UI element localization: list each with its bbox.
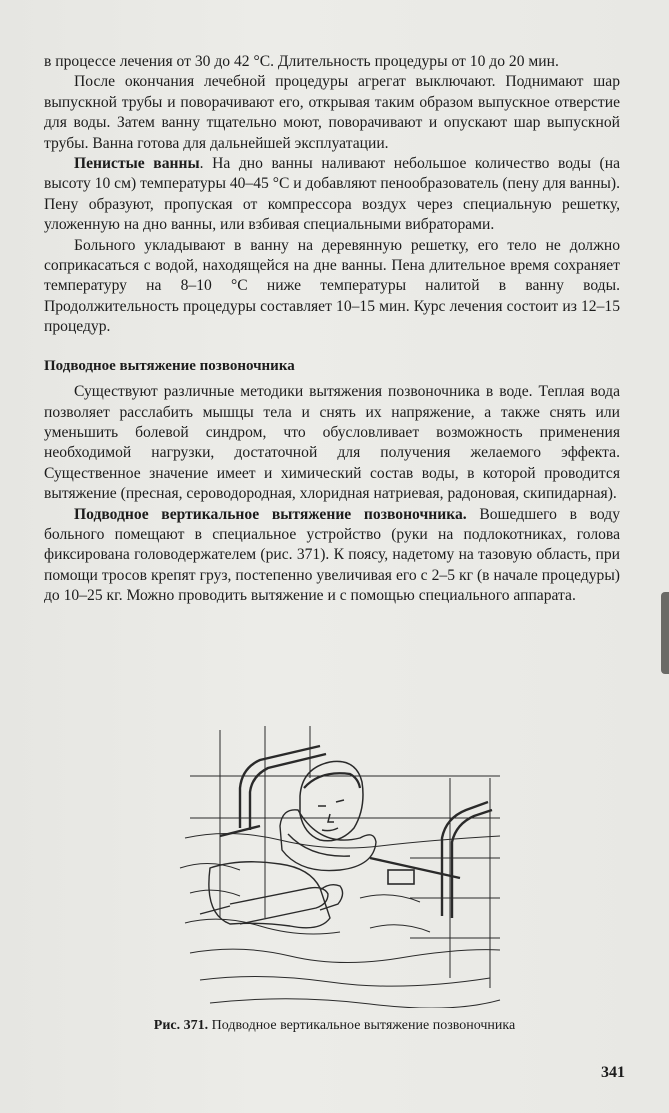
figure-caption (0, 1018, 669, 1034)
runin-vertical-traction: Подводное вертикальное вытяжение позвоночника. (74, 505, 467, 523)
patient-head (300, 761, 363, 840)
body-text (44, 52, 620, 607)
paragraph-6-text: Вошедшего в воду больного помещают в специальное устройство (руки на подлокотниках, голова фиксирована головодержателем (рис. 371). К поясу, надетому на тазовую область, при помощи тросов крепят груз, постепенно увеличивая его с 2–5 кг (в начале процедуры) до 10–25 кг. Можно проводить вытяжение и с помощью специального аппарата. (44, 505, 620, 605)
paragraph-6 (44, 505, 620, 607)
caption-label: Рис. 371. (153, 1018, 209, 1033)
section-heading: Подводное вытяжение позвоночника (44, 357, 295, 374)
figure-illustration (170, 718, 510, 1008)
paragraph-3-text: . На дно ванны наливают небольшое количество воды (на высоту 10 см) температуры 40–45 °С и добавляют пенообразователь (пену для ванны). Пену образуют, пропуская от компрессора воздух через специальную решетку, уложенную на дно ванны, или взбивая специальными вибраторами. (44, 155, 620, 234)
paragraph-4: Больного укладывают в ванну на деревянную решетку, его тело не должно соприкасаться с водой, находящейся на дне ванны. Пена длительное время сохраняет температуру на 8–10 °С ниже температуры налитой в ванну воды. Продолжительность процедуры составляет 10–15 мин. Курс лечения состоит из 12–15 процедур. (44, 236, 620, 336)
page-number: 341 (601, 1064, 625, 1081)
caption-text: Подводное вертикальное вытяжение позвоночника (208, 1018, 516, 1033)
page-edge-tab (661, 592, 669, 674)
paragraph-3 (44, 154, 620, 236)
traction-frame (220, 746, 492, 918)
paragraph-1: в процессе лечения от 30 до 42 °С. Длительность процедуры от 10 до 20 мин. (44, 53, 559, 70)
paragraph-5: Существуют различные методики вытяжения позвоночника в воде. Теплая вода позволяет расслабить мышцы тела и снять их напряжение, а также снять или уменьшить болевой синдром, что обусловливает возможность применения необходимой нагрузки, достаточной для получения желаемого эффекта. Существенное значение имеет и химический состав воды, в которой проводится вытяжение (пресная, сероводородная, хлоридная натриевая, радоновая, скипидарная). (44, 383, 620, 503)
patient-body (200, 862, 343, 928)
paragraph-2: После окончания лечебной процедуры агрегат выключают. Поднимают шар выпускной трубы и поворачивают его, открывая таким образом выпускное отверстие для воды. Затем ванну тщательно моют, поворачивают и опускают шар выпускной трубы. Ванна готова для дальнейшей эксплуатации. (44, 73, 620, 152)
runin-foam-baths: Пенистые ванны (74, 155, 200, 173)
